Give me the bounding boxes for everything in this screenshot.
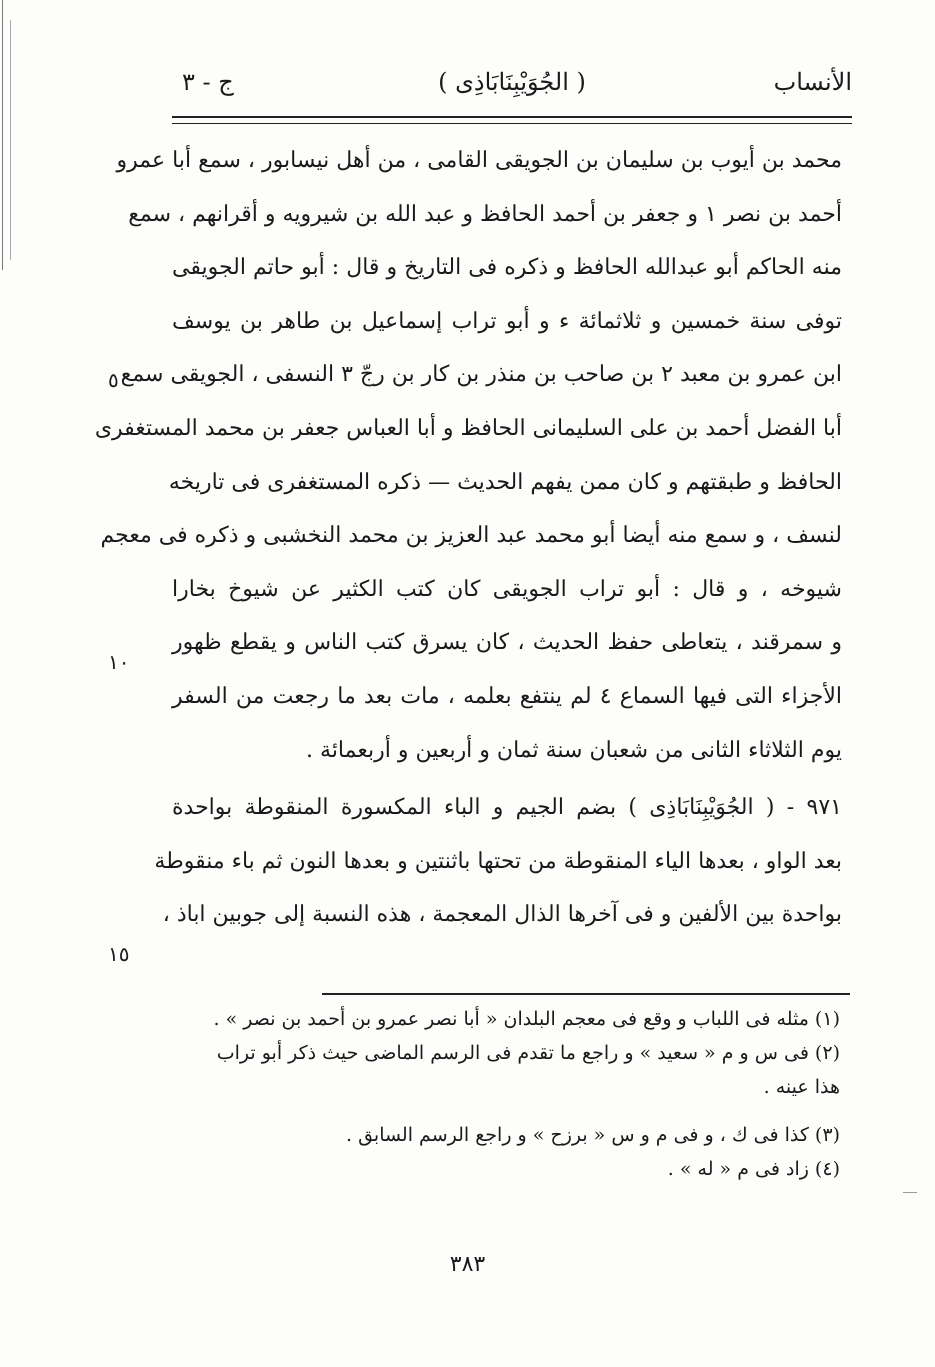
text-line: الأجزاء التى فيها السماع ٤ لم ينتفع بعلمه ، مات بعد ما رجعت من السفر	[172, 683, 842, 709]
entry-heading-line: ٩٧١ - ( الجُوَيْبِنَابَاذِى ) بضم الجيم و الباء المكسورة المنقوطة بواحدة	[172, 795, 842, 821]
footnote-3: (٣) كذا فى ك ، و فى م و س « برزح » و راجع الرسم السابق .	[345, 1124, 840, 1146]
text-line: لنسف ، و سمع منه أيضا أبو محمد عبد العزيز بن محمد النخشبى و ذكره فى معجم	[100, 523, 842, 549]
header-rule-thick	[172, 116, 852, 118]
running-head-book-title: الأنساب	[773, 68, 852, 96]
running-head-entry: ( الجُوَيْبِنَابَاذِى )	[438, 68, 586, 96]
footnote-rule	[322, 993, 850, 995]
text-line: و سمرقند ، يتعاطى حفظ الحديث ، كان يسرق كتب الناس و يقطع ظهور	[172, 630, 842, 656]
line-number-5: ٥	[108, 368, 119, 392]
running-head-volume: ج - ٣	[182, 68, 234, 96]
line-number-10: ١٠	[108, 650, 130, 674]
header-rule-thin	[172, 123, 852, 124]
scan-edge-line	[2, 0, 3, 270]
page-number: ٣٨٣	[449, 1252, 486, 1277]
text-line: منه الحاكم أبو عبدالله الحافظ و ذكره فى التاريخ و قال : أبو حاتم الجويقى	[172, 255, 842, 281]
text-line: ابن عمرو بن معبد ٢ بن صاحب بن منذر بن كار بن رجّ ٣ النسفى ، الجويقى سمع	[120, 362, 842, 388]
scan-mark	[903, 1192, 917, 1193]
text-line: توفى سنة خمسين و ثلاثمائة ء و أبو تراب إسماعيل بن طاهر بن يوسف	[172, 308, 842, 334]
text-line: أحمد بن نصر ١ و جعفر بن أحمد الحافظ و عبد الله بن شيرويه و أقرانهم ، سمع	[128, 201, 842, 227]
footnote-4: (٤) زاد فى م « له » .	[667, 1158, 840, 1180]
footnote-1: (١) مثله فى اللباب و وقع فى معجم البلدان « أبا نصر عمرو بن أحمد بن نصر » .	[213, 1008, 840, 1030]
text-line: شيوخه ، و قال : أبو تراب الجويقى كان كتب الكثير عن شيوخ بخارا	[172, 576, 842, 602]
text-line: أبا الفضل أحمد بن على السليمانى الحافظ و أبا العباس جعفر بن محمد المستغفرى	[94, 415, 842, 441]
footnote-2-continued: هذا عينه .	[763, 1076, 840, 1098]
footnotes	[160, 1002, 840, 1186]
line-number-15: ١٥	[108, 942, 130, 966]
footnote-2: (٢) فى س و م « سعيد » و راجع ما تقدم فى الرسم الماضى حيث ذكر أبو تراب	[216, 1042, 840, 1064]
text-line: الحافظ و طبقتهم و كان ممن يفهم الحديث — ذكره المستغفرى فى تاريخه	[168, 469, 842, 495]
scan-edge-line-inner	[10, 20, 11, 260]
text-line: بواحدة بين الألفين و فى آخرها الذال المعجمة ، هذه النسبة إلى جوبين اباذ ،	[162, 902, 842, 928]
text-line: محمد بن أيوب بن سليمان بن الجويقى القامى ، من أهل نيسابور ، سمع أبا عمرو	[116, 148, 842, 173]
running-head	[172, 68, 852, 108]
text-line: بعد الواو ، بعدها الياء المنقوطة من تحتها باثنتين و بعدها النون ثم باء منقوطة	[154, 848, 842, 874]
text-line: يوم الثلاثاء الثانى من شعبان سنة ثمان و أربعين و أربعمائة .	[306, 737, 842, 763]
